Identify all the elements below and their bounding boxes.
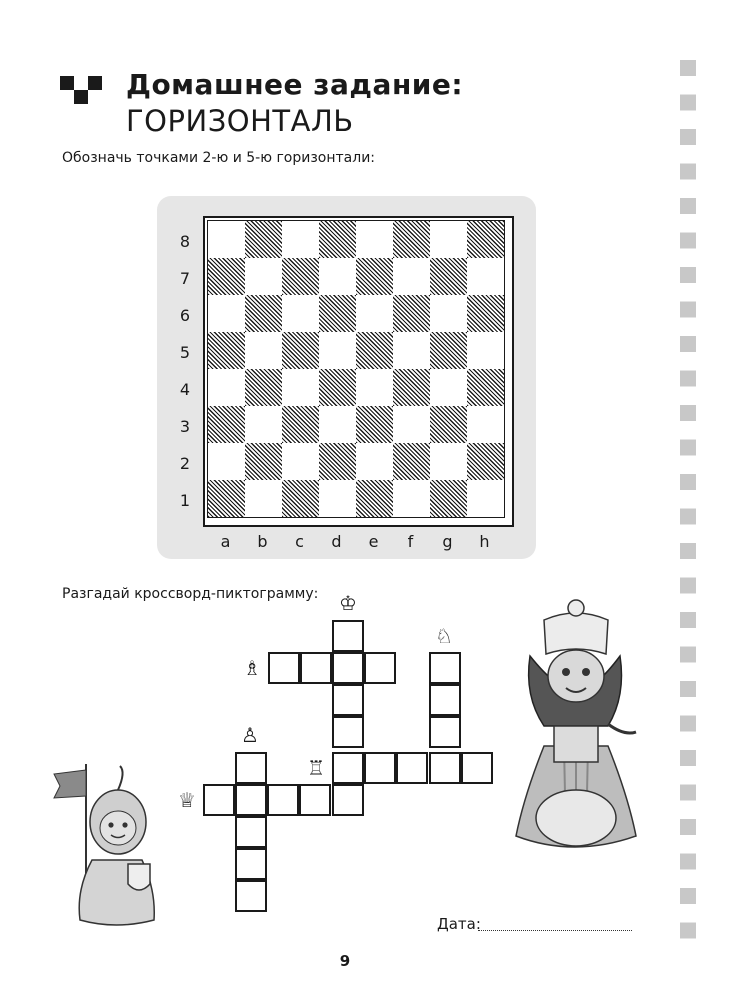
crossword-cell[interactable] <box>364 752 396 784</box>
board-square-g8[interactable] <box>430 221 467 258</box>
strip-square <box>680 474 696 490</box>
strip-square <box>680 440 696 456</box>
file-label-d: d <box>331 532 342 551</box>
knight-icon: ♘ <box>435 624 453 648</box>
strip-square <box>680 716 696 732</box>
crossword-cell[interactable] <box>332 620 364 652</box>
crossword-cell[interactable] <box>396 752 428 784</box>
board-square-e1[interactable] <box>356 480 393 517</box>
rank-label-4: 4 <box>179 380 191 399</box>
strip-square <box>680 888 696 904</box>
file-label-h: h <box>479 532 490 551</box>
knight-character-illustration <box>46 760 164 930</box>
crossword-cell[interactable] <box>332 784 364 816</box>
strip-square <box>680 923 696 939</box>
crossword-cell[interactable] <box>461 752 493 784</box>
board-square-f1[interactable] <box>393 480 430 517</box>
file-label-e: e <box>368 532 379 551</box>
strip-square <box>680 233 696 249</box>
bishop-icon: ♗ <box>243 656 261 680</box>
board-square-h3[interactable] <box>467 406 504 443</box>
rank-label-7: 7 <box>179 269 191 288</box>
board-square-c3[interactable] <box>282 406 319 443</box>
file-label-b: b <box>257 532 268 551</box>
strip-square <box>680 198 696 214</box>
file-label-a: a <box>220 532 231 551</box>
rank-label-8: 8 <box>179 232 191 251</box>
board-square-b5[interactable] <box>245 332 282 369</box>
board-square-e6[interactable] <box>356 295 393 332</box>
board-square-d4[interactable] <box>319 369 356 406</box>
strip-square <box>680 95 696 111</box>
board-square-c8[interactable] <box>282 221 319 258</box>
board-square-b1[interactable] <box>245 480 282 517</box>
strip-square <box>680 509 696 525</box>
board-square-c2[interactable] <box>282 443 319 480</box>
board-square-d2[interactable] <box>319 443 356 480</box>
board-square-h6[interactable] <box>467 295 504 332</box>
checker-logo-icon <box>60 76 102 104</box>
board-square-g1[interactable] <box>430 480 467 517</box>
strip-square <box>680 405 696 421</box>
rank-label-3: 3 <box>179 417 191 436</box>
side-decoration-strip <box>678 60 698 950</box>
board-square-h2[interactable] <box>467 443 504 480</box>
strip-square <box>680 543 696 559</box>
board-square-d1[interactable] <box>319 480 356 517</box>
crossword-cell[interactable] <box>268 652 300 684</box>
task1-instruction: Обозначь точками 2-ю и 5-ю горизонтали: <box>62 150 376 166</box>
crossword-cell[interactable] <box>429 716 461 748</box>
strip-square <box>680 336 696 352</box>
strip-square <box>680 302 696 318</box>
board-square-g5[interactable] <box>430 332 467 369</box>
strip-square <box>680 129 696 145</box>
strip-square <box>680 164 696 180</box>
board-square-f6[interactable] <box>393 295 430 332</box>
strip-square <box>680 371 696 387</box>
board-square-b8[interactable] <box>245 221 282 258</box>
crossword-cell[interactable] <box>429 652 461 684</box>
rank-label-2: 2 <box>179 454 191 473</box>
rook-icon: ♖ <box>307 756 325 780</box>
board-square-a5[interactable] <box>208 332 245 369</box>
board-square-e7[interactable] <box>356 258 393 295</box>
board-square-h5[interactable] <box>467 332 504 369</box>
board-square-g7[interactable] <box>430 258 467 295</box>
file-label-f: f <box>407 532 414 551</box>
queen-character-illustration <box>504 596 650 866</box>
crossword-cell[interactable] <box>299 784 331 816</box>
crossword-cell[interactable] <box>235 752 267 784</box>
king-icon: ♔ <box>339 591 357 615</box>
board-square-g3[interactable] <box>430 406 467 443</box>
board-square-g2[interactable] <box>430 443 467 480</box>
crossword-cell[interactable] <box>203 784 235 816</box>
chessboard <box>207 220 505 518</box>
strip-square <box>680 578 696 594</box>
crossword-cell[interactable] <box>332 752 364 784</box>
board-square-b3[interactable] <box>245 406 282 443</box>
board-square-a2[interactable] <box>208 443 245 480</box>
strip-square <box>680 267 696 283</box>
strip-square <box>680 785 696 801</box>
board-square-d8[interactable] <box>319 221 356 258</box>
board-square-b7[interactable] <box>245 258 282 295</box>
board-square-h8[interactable] <box>467 221 504 258</box>
board-square-e8[interactable] <box>356 221 393 258</box>
rank-label-1: 1 <box>179 491 191 510</box>
board-square-f7[interactable] <box>393 258 430 295</box>
crossword-cell[interactable] <box>267 784 299 816</box>
board-square-f3[interactable] <box>393 406 430 443</box>
rank-label-5: 5 <box>179 343 191 362</box>
task2-instruction: Разгадай кроссворд-пиктограмму: <box>62 586 319 602</box>
board-square-h4[interactable] <box>467 369 504 406</box>
board-square-a1[interactable] <box>208 480 245 517</box>
page-title: Домашнее задание: <box>126 68 464 101</box>
board-square-f4[interactable] <box>393 369 430 406</box>
board-square-d3[interactable] <box>319 406 356 443</box>
page-number: 9 <box>339 952 351 970</box>
strip-square <box>680 647 696 663</box>
strip-square <box>680 60 696 76</box>
crossword-cell[interactable] <box>332 716 364 748</box>
board-square-c7[interactable] <box>282 258 319 295</box>
queen-icon: ♕ <box>178 788 196 812</box>
file-label-c: c <box>295 532 304 551</box>
board-square-d5[interactable] <box>319 332 356 369</box>
board-square-f2[interactable] <box>393 443 430 480</box>
board-square-a4[interactable] <box>208 369 245 406</box>
date-label: Дата: <box>437 915 481 933</box>
board-square-g4[interactable] <box>430 369 467 406</box>
crossword-cell[interactable] <box>429 752 461 784</box>
pawn-icon: ♙ <box>241 723 259 747</box>
crossword-cell[interactable] <box>235 816 267 848</box>
board-square-c1[interactable] <box>282 480 319 517</box>
crossword-cell[interactable] <box>235 784 267 816</box>
rank-label-6: 6 <box>179 306 191 325</box>
board-square-b6[interactable] <box>245 295 282 332</box>
strip-square <box>680 681 696 697</box>
strip-square <box>680 612 696 628</box>
board-square-a8[interactable] <box>208 221 245 258</box>
page-subtitle: ГОРИЗОНТАЛЬ <box>126 104 354 138</box>
crossword-cell[interactable] <box>429 684 461 716</box>
crossword-cell[interactable] <box>235 848 267 880</box>
board-square-c5[interactable] <box>282 332 319 369</box>
strip-square <box>680 854 696 870</box>
crossword-cell[interactable] <box>300 652 332 684</box>
board-square-a6[interactable] <box>208 295 245 332</box>
board-square-e5[interactable] <box>356 332 393 369</box>
board-square-e4[interactable] <box>356 369 393 406</box>
board-square-e3[interactable] <box>356 406 393 443</box>
strip-square <box>680 750 696 766</box>
crossword-cell[interactable] <box>364 652 396 684</box>
board-square-d7[interactable] <box>319 258 356 295</box>
board-square-f8[interactable] <box>393 221 430 258</box>
crossword-cell[interactable] <box>332 684 364 716</box>
board-square-a3[interactable] <box>208 406 245 443</box>
board-square-g6[interactable] <box>430 295 467 332</box>
board-square-c4[interactable] <box>282 369 319 406</box>
board-square-c6[interactable] <box>282 295 319 332</box>
date-field[interactable] <box>478 930 632 931</box>
board-square-d6[interactable] <box>319 295 356 332</box>
board-square-b2[interactable] <box>245 443 282 480</box>
crossword-cell[interactable] <box>332 652 364 684</box>
board-square-a7[interactable] <box>208 258 245 295</box>
board-square-b4[interactable] <box>245 369 282 406</box>
board-square-e2[interactable] <box>356 443 393 480</box>
file-label-g: g <box>442 532 453 551</box>
board-square-h7[interactable] <box>467 258 504 295</box>
crossword-cell[interactable] <box>235 880 267 912</box>
strip-square <box>680 819 696 835</box>
board-square-f5[interactable] <box>393 332 430 369</box>
board-square-h1[interactable] <box>467 480 504 517</box>
